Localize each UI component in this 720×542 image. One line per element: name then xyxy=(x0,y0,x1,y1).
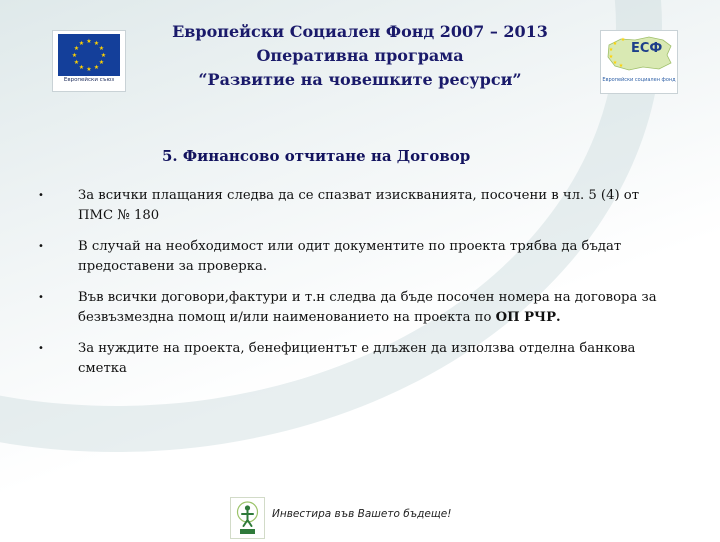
esf-logo xyxy=(600,30,678,94)
footer-logo xyxy=(230,497,265,539)
header-line-1: Европейски Социален Фонд 2007 – 2013 xyxy=(172,22,548,41)
bullet-icon: • xyxy=(38,241,44,252)
svg-text:★: ★ xyxy=(71,52,78,59)
svg-text:★: ★ xyxy=(86,66,92,73)
list-item xyxy=(38,288,678,328)
svg-text:★: ★ xyxy=(86,38,92,45)
svg-text:★: ★ xyxy=(73,45,80,52)
eu-logo xyxy=(52,30,126,92)
svg-text:★: ★ xyxy=(73,59,80,66)
esf-logo-text: ЕСФ xyxy=(631,41,663,56)
bullet-list xyxy=(38,186,678,379)
list-item-text: В случай на необходимост или одит документите по проекта трябва да бъдат предоставени за проверка. xyxy=(78,239,622,274)
svg-text:★: ★ xyxy=(612,41,618,47)
header-line-3: “Развитие на човешките ресурси” xyxy=(198,70,522,89)
eu-flag-icon xyxy=(58,34,120,76)
svg-text:★: ★ xyxy=(608,47,614,53)
svg-text:★: ★ xyxy=(608,54,614,60)
bullet-icon: • xyxy=(38,292,44,303)
svg-text:★: ★ xyxy=(100,52,107,59)
svg-text:★: ★ xyxy=(618,63,624,69)
svg-text:★: ★ xyxy=(612,60,618,66)
svg-text:★: ★ xyxy=(78,64,85,71)
list-item-text: За нуждите на проекта, бенефициентът е длъжен да използва отделна банкова сметка xyxy=(78,341,636,376)
list-item xyxy=(38,186,678,226)
svg-text:★: ★ xyxy=(78,40,85,47)
footer-slogan: Инвестира във Вашето бъдеще! xyxy=(272,508,452,520)
eu-logo-caption: Европейски съюз xyxy=(63,77,115,83)
svg-text:★: ★ xyxy=(93,64,100,71)
slide-header xyxy=(150,20,570,92)
esf-logo-caption: Европейски социален фонд xyxy=(602,77,676,83)
svg-text:★: ★ xyxy=(93,40,100,47)
svg-text:★: ★ xyxy=(98,59,105,66)
list-item-bold-text: ОП РЧР. xyxy=(495,310,561,325)
list-item-text: За всички плащания следва да се спазват изискванията, посочени в чл. 5 (4) от ПМС № 180 xyxy=(78,188,640,223)
list-item xyxy=(38,237,678,277)
header-line-2: Оперативна програма xyxy=(256,46,464,65)
bullet-icon: • xyxy=(38,190,44,201)
section-heading: 5. Финансово отчитане на Договор xyxy=(162,147,471,165)
human-figure-icon xyxy=(231,498,264,538)
svg-text:★: ★ xyxy=(620,37,626,43)
svg-text:★: ★ xyxy=(98,45,105,52)
list-item xyxy=(38,339,678,379)
bullet-icon: • xyxy=(38,343,44,354)
list-item-text: Във всички договори,фактури и т.н следва да бъде посочен номера на договора за безвъзмездна помощ и/или наименованието на проекта по xyxy=(78,290,657,325)
